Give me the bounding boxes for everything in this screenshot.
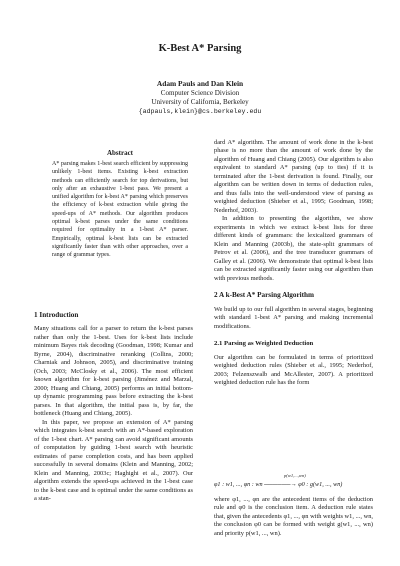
right-column <box>214 139 373 388</box>
formula-rule: φ1 : w1, ..., φn : wn ──────→ φ0 : g(w1, ..., wn) <box>214 481 343 488</box>
paragraph: where φ1, ..., φn are the antecedent items of the deduction rule and φ0 is the conclusion item. A deduction rule states that, given the antecedents φ1, ..., φn with weights w1, ..., wn, the conclusion φ0 can be formed with weight g(w1, ..., wn) and priority p(w1, ..., wn). <box>214 496 373 537</box>
affiliation-univ: University of California, Berkeley <box>151 98 249 107</box>
paragraph: Many situations call for a parser to return the k-best parses rather than only the 1-best. Uses for k-best lists include minimum Bayes risk decoding (Goodman, 1998; Kumar and Byrne, 2004), discriminative reranking (Collins, 2000; Charniak and Johnson, 2005), and discriminative training (Och, 2003; McClosky et al., 2006). The most efficient known algorithm for k-best parsing (Jiménez and Marzal, 2000; Huang and Chiang, 2005) performs an initial bottom-up dynamic programming pass before extracting the k-best parses. In that algorithm, the initial pass is, by far, the bottleneck (Huang and Chiang, 2005). <box>34 325 193 418</box>
abstract-heading: Abstract <box>106 149 134 157</box>
paper-authors: Adam Pauls and Dan Klein <box>156 79 244 88</box>
deduction-rule-formula <box>214 473 378 489</box>
paragraph: dard A* algorithm. The amount of work done in the k-best phase is no more than the amount of work done by the algorithm of Huang and Chiang (2005). Our algorithm is also equivalent to standard A* parsing (up to ties) if it is terminated after the 1-best derivation is found. Finally, our algorithm can be written down in terms of deduction rules, and thus falls into the well-understood view of parsing as weighted deduction (Shieber et al., 1995; Goodman, 1998; Nederhof, 2003). <box>214 139 373 214</box>
paragraph: We build up to our full algorithm in several stages, beginning with standard 1-best A* parsing and making incremental modifications. <box>214 305 373 330</box>
abstract-text: A* parsing makes 1-best search efficient by suppressing unlikely 1-best items. Existing k-best extraction methods can efficiently search for top derivations, but only after an exhaustive 1-best pass. We present a unified algorithm for k-best A* parsing which preserves the efficiency of k-best extraction while giving the speed-ups of A* methods. Our algorithm produces optimal k-best parses under the same conditions required for optimality in a 1-best A* parser. Empirically, optimal k-best lists can be extracted significantly faster than with other approaches, over a range of grammar types. <box>52 161 188 259</box>
affiliation <box>0 89 400 117</box>
affiliation-dept: Computer Science Division <box>160 89 240 97</box>
subsection-heading-weighted-deduction: 2.1 Parsing as Weighted Deduction <box>214 340 314 348</box>
formula-priority: p(w1,...,wn) <box>284 473 306 478</box>
paper-title: K-Best A* Parsing <box>158 43 242 54</box>
paragraph: In addition to presenting the algorithm, we show experiments in which we extract k-best lists for three different kinds of grammars: the lexicalized grammars of Klein and Manning (2003b), the state-split grammars of Petrov et al. (2006), and the tree transducer grammars of Galley et al. (2006). We demonstrate that optimal k-best lists can be extracted significantly faster using our algorithm than with previous methods. <box>214 215 373 282</box>
paragraph: Our algorithm can be formulated in terms of prioritized weighted deduction rules (Shieber et al., 1995; Nederhof, 2003; Felzenszwalb and McAllester, 2007). A prioritized weighted deduction rule has the form <box>214 353 373 387</box>
right-column-continued <box>214 496 373 538</box>
section-heading-introduction: 1 Introduction <box>34 311 79 319</box>
paragraph: In this paper, we propose an extension of A* parsing which integrates k-best search with an A*-based exploration of the 1-best chart. A* parsing can avoid significant amounts of computation by guiding 1-best search with heuristic estimates of parse completion costs, and has been applied successfully in several domains (Klein and Manning, 2002; Klein and Manning, 2003c; Haghighi et al., 2007). Our algorithm extends the speed-ups achieved in the 1-best case to the k-best case and is optimal under the same conditions as a stan- <box>34 418 193 503</box>
affiliation-email: {adpauls,klein}@cs.berkeley.edu <box>138 108 262 116</box>
section-heading-algorithm: 2 A k-Best A* Parsing Algorithm <box>214 291 315 300</box>
left-column <box>34 311 193 504</box>
